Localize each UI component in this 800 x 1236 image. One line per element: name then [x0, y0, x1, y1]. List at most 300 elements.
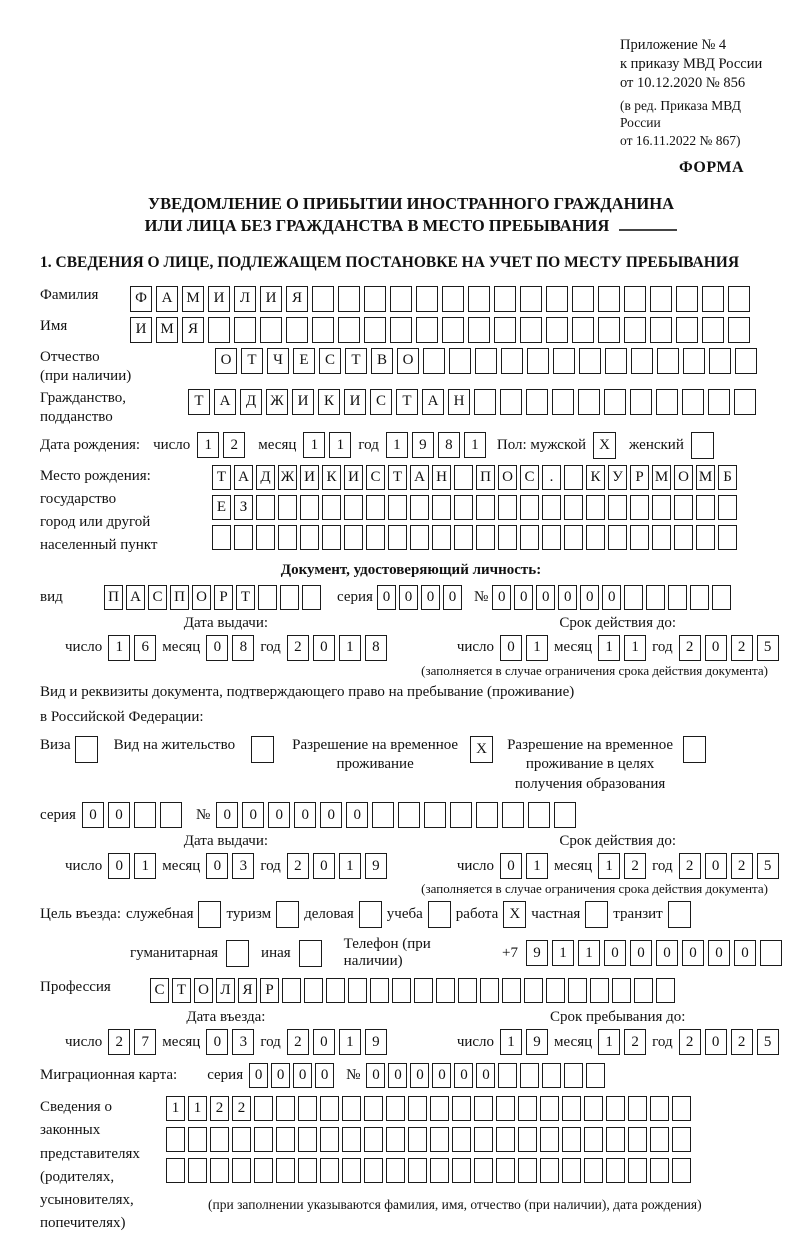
char-cell[interactable]: Н: [432, 465, 451, 490]
char-cell[interactable]: 2: [287, 1029, 309, 1055]
char-cell[interactable]: [476, 495, 495, 520]
char-cell[interactable]: Р: [214, 585, 233, 610]
char-cell[interactable]: А: [410, 465, 429, 490]
char-cell[interactable]: [458, 978, 477, 1003]
char-cell[interactable]: [564, 1063, 583, 1088]
char-cell[interactable]: [718, 495, 737, 520]
char-cell[interactable]: [564, 525, 583, 550]
char-cell[interactable]: [276, 1158, 295, 1183]
char-cell[interactable]: 2: [210, 1096, 229, 1121]
char-cell[interactable]: [134, 802, 156, 828]
char-cell[interactable]: [430, 1158, 449, 1183]
char-cell[interactable]: 0: [558, 585, 577, 610]
char-cell[interactable]: 0: [708, 940, 730, 966]
char-cell[interactable]: [682, 389, 704, 415]
char-cell[interactable]: 2: [624, 853, 646, 879]
char-cell[interactable]: [631, 348, 653, 374]
char-cell[interactable]: О: [215, 348, 237, 374]
char-cell[interactable]: [436, 978, 455, 1003]
char-cell[interactable]: 1: [339, 635, 361, 661]
char-cell[interactable]: [586, 495, 605, 520]
char-cell[interactable]: 0: [514, 585, 533, 610]
char-cell[interactable]: 0: [580, 585, 599, 610]
sex-male-checkbox[interactable]: X: [593, 432, 616, 459]
char-cell[interactable]: [564, 495, 583, 520]
char-cell[interactable]: И: [208, 286, 230, 312]
char-cell[interactable]: 8: [438, 432, 460, 458]
char-cell[interactable]: [496, 1127, 515, 1152]
char-cell[interactable]: [656, 978, 675, 1003]
char-cell[interactable]: [232, 1158, 251, 1183]
char-cell[interactable]: [608, 525, 627, 550]
char-cell[interactable]: [518, 1127, 537, 1152]
char-cell[interactable]: 0: [492, 585, 511, 610]
char-cell[interactable]: [276, 1096, 295, 1121]
char-cell[interactable]: П: [104, 585, 123, 610]
char-cell[interactable]: И: [260, 286, 282, 312]
char-cell[interactable]: [432, 525, 451, 550]
char-cell[interactable]: [683, 348, 705, 374]
char-cell[interactable]: И: [292, 389, 314, 415]
char-cell[interactable]: [410, 495, 429, 520]
char-cell[interactable]: [320, 1158, 339, 1183]
char-cell[interactable]: К: [586, 465, 605, 490]
char-cell[interactable]: [454, 525, 473, 550]
temp-residence-education-checkbox[interactable]: [683, 736, 706, 763]
char-cell[interactable]: 0: [630, 940, 652, 966]
char-cell[interactable]: [208, 317, 230, 343]
char-cell[interactable]: [652, 495, 671, 520]
char-cell[interactable]: [520, 1063, 539, 1088]
char-cell[interactable]: А: [126, 585, 145, 610]
char-cell[interactable]: [606, 1096, 625, 1121]
char-cell[interactable]: М: [156, 317, 178, 343]
char-cell[interactable]: [338, 286, 360, 312]
char-cell[interactable]: [502, 802, 524, 828]
char-cell[interactable]: 0: [346, 802, 368, 828]
char-cell[interactable]: [498, 1063, 517, 1088]
visa-checkbox[interactable]: [75, 736, 98, 763]
char-cell[interactable]: [475, 348, 497, 374]
char-cell[interactable]: [630, 495, 649, 520]
char-cell[interactable]: Л: [234, 286, 256, 312]
char-cell[interactable]: [657, 348, 679, 374]
char-cell[interactable]: 0: [377, 585, 396, 610]
char-cell[interactable]: [586, 1063, 605, 1088]
char-cell[interactable]: [498, 495, 517, 520]
char-cell[interactable]: [546, 978, 565, 1003]
char-cell[interactable]: 1: [303, 432, 325, 458]
char-cell[interactable]: [496, 1096, 515, 1121]
char-cell[interactable]: [624, 585, 643, 610]
char-cell[interactable]: М: [652, 465, 671, 490]
char-cell[interactable]: Б: [718, 465, 737, 490]
char-cell[interactable]: [326, 978, 345, 1003]
char-cell[interactable]: 1: [526, 853, 548, 879]
char-cell[interactable]: [708, 389, 730, 415]
char-cell[interactable]: П: [476, 465, 495, 490]
char-cell[interactable]: [298, 1096, 317, 1121]
char-cell[interactable]: [300, 495, 319, 520]
char-cell[interactable]: [540, 1127, 559, 1152]
char-cell[interactable]: [500, 389, 522, 415]
char-cell[interactable]: Ж: [278, 465, 297, 490]
char-cell[interactable]: 1: [166, 1096, 185, 1121]
char-cell[interactable]: 0: [388, 1063, 407, 1088]
char-cell[interactable]: 0: [366, 1063, 385, 1088]
char-cell[interactable]: 1: [552, 940, 574, 966]
char-cell[interactable]: [256, 525, 275, 550]
char-cell[interactable]: Т: [345, 348, 367, 374]
char-cell[interactable]: Д: [256, 465, 275, 490]
char-cell[interactable]: [449, 348, 471, 374]
char-cell[interactable]: [474, 389, 496, 415]
char-cell[interactable]: К: [322, 465, 341, 490]
char-cell[interactable]: [260, 317, 282, 343]
char-cell[interactable]: 2: [287, 853, 309, 879]
char-cell[interactable]: [344, 495, 363, 520]
char-cell[interactable]: [408, 1096, 427, 1121]
char-cell[interactable]: 0: [294, 802, 316, 828]
char-cell[interactable]: 0: [410, 1063, 429, 1088]
char-cell[interactable]: 2: [624, 1029, 646, 1055]
char-cell[interactable]: 0: [108, 853, 130, 879]
char-cell[interactable]: И: [344, 465, 363, 490]
char-cell[interactable]: 2: [287, 635, 309, 661]
char-cell[interactable]: [370, 978, 389, 1003]
char-cell[interactable]: О: [674, 465, 693, 490]
char-cell[interactable]: [524, 978, 543, 1003]
char-cell[interactable]: [454, 495, 473, 520]
char-cell[interactable]: 0: [206, 1029, 228, 1055]
char-cell[interactable]: [304, 978, 323, 1003]
char-cell[interactable]: [690, 585, 709, 610]
char-cell[interactable]: 1: [464, 432, 486, 458]
char-cell[interactable]: [572, 317, 594, 343]
char-cell[interactable]: 0: [315, 1063, 334, 1088]
char-cell[interactable]: С: [370, 389, 392, 415]
char-cell[interactable]: [650, 1127, 669, 1152]
char-cell[interactable]: [416, 286, 438, 312]
char-cell[interactable]: [278, 525, 297, 550]
char-cell[interactable]: [652, 525, 671, 550]
char-cell[interactable]: [364, 1158, 383, 1183]
char-cell[interactable]: [390, 317, 412, 343]
char-cell[interactable]: [604, 389, 626, 415]
char-cell[interactable]: З: [234, 495, 253, 520]
char-cell[interactable]: [312, 286, 334, 312]
char-cell[interactable]: [735, 348, 757, 374]
char-cell[interactable]: [364, 1096, 383, 1121]
char-cell[interactable]: 0: [454, 1063, 473, 1088]
char-cell[interactable]: [390, 286, 412, 312]
char-cell[interactable]: 0: [656, 940, 678, 966]
char-cell[interactable]: Л: [216, 978, 235, 1003]
char-cell[interactable]: Д: [240, 389, 262, 415]
char-cell[interactable]: [496, 1158, 515, 1183]
char-cell[interactable]: [540, 1096, 559, 1121]
char-cell[interactable]: [344, 525, 363, 550]
char-cell[interactable]: [398, 802, 420, 828]
char-cell[interactable]: [674, 525, 693, 550]
char-cell[interactable]: Ч: [267, 348, 289, 374]
char-cell[interactable]: [656, 389, 678, 415]
char-cell[interactable]: 1: [329, 432, 351, 458]
char-cell[interactable]: Т: [236, 585, 255, 610]
char-cell[interactable]: 2: [731, 635, 753, 661]
char-cell[interactable]: [474, 1096, 493, 1121]
char-cell[interactable]: 2: [731, 853, 753, 879]
char-cell[interactable]: [702, 286, 724, 312]
char-cell[interactable]: М: [182, 286, 204, 312]
char-cell[interactable]: [430, 1096, 449, 1121]
char-cell[interactable]: [598, 286, 620, 312]
char-cell[interactable]: [372, 802, 394, 828]
char-cell[interactable]: 3: [232, 1029, 254, 1055]
char-cell[interactable]: 0: [216, 802, 238, 828]
char-cell[interactable]: Т: [212, 465, 231, 490]
char-cell[interactable]: Ф: [130, 286, 152, 312]
char-cell[interactable]: [298, 1158, 317, 1183]
residence-permit-checkbox[interactable]: [251, 736, 274, 763]
char-cell[interactable]: [674, 495, 693, 520]
char-cell[interactable]: И: [300, 465, 319, 490]
char-cell[interactable]: 0: [242, 802, 264, 828]
char-cell[interactable]: [542, 1063, 561, 1088]
char-cell[interactable]: [210, 1158, 229, 1183]
char-cell[interactable]: [520, 525, 539, 550]
char-cell[interactable]: 5: [757, 1029, 779, 1055]
char-cell[interactable]: [342, 1096, 361, 1121]
temp-residence-checkbox[interactable]: X: [470, 736, 493, 763]
char-cell[interactable]: [320, 1127, 339, 1152]
char-cell[interactable]: [432, 495, 451, 520]
char-cell[interactable]: [476, 525, 495, 550]
char-cell[interactable]: [408, 1158, 427, 1183]
char-cell[interactable]: [528, 802, 550, 828]
char-cell[interactable]: 1: [386, 432, 408, 458]
char-cell[interactable]: А: [422, 389, 444, 415]
char-cell[interactable]: [760, 940, 782, 966]
char-cell[interactable]: Я: [238, 978, 257, 1003]
char-cell[interactable]: [494, 317, 516, 343]
char-cell[interactable]: С: [520, 465, 539, 490]
char-cell[interactable]: Е: [212, 495, 231, 520]
char-cell[interactable]: [386, 1096, 405, 1121]
char-cell[interactable]: [606, 1158, 625, 1183]
char-cell[interactable]: [468, 286, 490, 312]
char-cell[interactable]: [650, 1096, 669, 1121]
char-cell[interactable]: [628, 1096, 647, 1121]
char-cell[interactable]: [579, 348, 601, 374]
char-cell[interactable]: [520, 286, 542, 312]
char-cell[interactable]: Т: [241, 348, 263, 374]
sex-female-checkbox[interactable]: [691, 432, 714, 459]
char-cell[interactable]: [501, 348, 523, 374]
char-cell[interactable]: [342, 1127, 361, 1152]
char-cell[interactable]: [646, 585, 665, 610]
char-cell[interactable]: [612, 978, 631, 1003]
char-cell[interactable]: [322, 525, 341, 550]
char-cell[interactable]: И: [344, 389, 366, 415]
char-cell[interactable]: 1: [108, 635, 130, 661]
char-cell[interactable]: [364, 1127, 383, 1152]
char-cell[interactable]: [584, 1096, 603, 1121]
char-cell[interactable]: С: [319, 348, 341, 374]
char-cell[interactable]: 1: [526, 635, 548, 661]
char-cell[interactable]: С: [150, 978, 169, 1003]
char-cell[interactable]: [232, 1127, 251, 1152]
char-cell[interactable]: [676, 317, 698, 343]
char-cell[interactable]: Т: [188, 389, 210, 415]
char-cell[interactable]: [718, 525, 737, 550]
char-cell[interactable]: 0: [705, 1029, 727, 1055]
char-cell[interactable]: Т: [396, 389, 418, 415]
char-cell[interactable]: 1: [339, 1029, 361, 1055]
purpose-tourism-checkbox[interactable]: [276, 901, 299, 928]
char-cell[interactable]: О: [194, 978, 213, 1003]
char-cell[interactable]: [386, 1158, 405, 1183]
char-cell[interactable]: 7: [134, 1029, 156, 1055]
char-cell[interactable]: 0: [249, 1063, 268, 1088]
char-cell[interactable]: [188, 1158, 207, 1183]
char-cell[interactable]: [450, 802, 472, 828]
char-cell[interactable]: А: [156, 286, 178, 312]
char-cell[interactable]: [498, 525, 517, 550]
char-cell[interactable]: К: [318, 389, 340, 415]
char-cell[interactable]: [282, 978, 301, 1003]
char-cell[interactable]: [280, 585, 299, 610]
char-cell[interactable]: [650, 1158, 669, 1183]
char-cell[interactable]: [494, 286, 516, 312]
char-cell[interactable]: [590, 978, 609, 1003]
char-cell[interactable]: 0: [705, 853, 727, 879]
char-cell[interactable]: 2: [232, 1096, 251, 1121]
purpose-other-checkbox[interactable]: [299, 940, 322, 967]
char-cell[interactable]: 0: [500, 853, 522, 879]
char-cell[interactable]: 9: [412, 432, 434, 458]
char-cell[interactable]: [366, 495, 385, 520]
char-cell[interactable]: [166, 1127, 185, 1152]
char-cell[interactable]: [342, 1158, 361, 1183]
char-cell[interactable]: [628, 1127, 647, 1152]
char-cell[interactable]: [300, 525, 319, 550]
char-cell[interactable]: 0: [399, 585, 418, 610]
char-cell[interactable]: [410, 525, 429, 550]
char-cell[interactable]: Т: [388, 465, 407, 490]
char-cell[interactable]: 9: [526, 940, 548, 966]
char-cell[interactable]: 1: [598, 853, 620, 879]
char-cell[interactable]: 6: [134, 635, 156, 661]
char-cell[interactable]: [364, 286, 386, 312]
char-cell[interactable]: 0: [206, 635, 228, 661]
char-cell[interactable]: [388, 525, 407, 550]
char-cell[interactable]: 0: [734, 940, 756, 966]
char-cell[interactable]: А: [234, 465, 253, 490]
char-cell[interactable]: [598, 317, 620, 343]
char-cell[interactable]: [480, 978, 499, 1003]
char-cell[interactable]: А: [214, 389, 236, 415]
char-cell[interactable]: [442, 286, 464, 312]
char-cell[interactable]: [424, 802, 446, 828]
char-cell[interactable]: [234, 525, 253, 550]
char-cell[interactable]: [546, 317, 568, 343]
char-cell[interactable]: 0: [604, 940, 626, 966]
char-cell[interactable]: [254, 1158, 273, 1183]
char-cell[interactable]: [584, 1127, 603, 1152]
char-cell[interactable]: [258, 585, 277, 610]
char-cell[interactable]: [634, 978, 653, 1003]
char-cell[interactable]: [518, 1096, 537, 1121]
char-cell[interactable]: Я: [286, 286, 308, 312]
char-cell[interactable]: [452, 1158, 471, 1183]
char-cell[interactable]: [502, 978, 521, 1003]
char-cell[interactable]: 0: [206, 853, 228, 879]
char-cell[interactable]: [564, 465, 583, 490]
purpose-official-checkbox[interactable]: [198, 901, 221, 928]
char-cell[interactable]: [676, 286, 698, 312]
char-cell[interactable]: [256, 495, 275, 520]
char-cell[interactable]: [474, 1127, 493, 1152]
char-cell[interactable]: С: [148, 585, 167, 610]
char-cell[interactable]: [568, 978, 587, 1003]
char-cell[interactable]: 0: [320, 802, 342, 828]
char-cell[interactable]: 1: [339, 853, 361, 879]
char-cell[interactable]: 0: [476, 1063, 495, 1088]
char-cell[interactable]: [160, 802, 182, 828]
char-cell[interactable]: Р: [630, 465, 649, 490]
char-cell[interactable]: [672, 1096, 691, 1121]
char-cell[interactable]: [562, 1158, 581, 1183]
char-cell[interactable]: [586, 525, 605, 550]
char-cell[interactable]: [520, 317, 542, 343]
char-cell[interactable]: 3: [232, 853, 254, 879]
char-cell[interactable]: 0: [602, 585, 621, 610]
char-cell[interactable]: 0: [536, 585, 555, 610]
char-cell[interactable]: Е: [293, 348, 315, 374]
char-cell[interactable]: 9: [526, 1029, 548, 1055]
char-cell[interactable]: [392, 978, 411, 1003]
char-cell[interactable]: [606, 1127, 625, 1152]
char-cell[interactable]: [518, 1158, 537, 1183]
char-cell[interactable]: [312, 317, 334, 343]
purpose-study-checkbox[interactable]: [428, 901, 451, 928]
char-cell[interactable]: [452, 1096, 471, 1121]
char-cell[interactable]: [605, 348, 627, 374]
char-cell[interactable]: [628, 1158, 647, 1183]
char-cell[interactable]: Я: [182, 317, 204, 343]
char-cell[interactable]: 0: [682, 940, 704, 966]
char-cell[interactable]: [388, 495, 407, 520]
char-cell[interactable]: [672, 1158, 691, 1183]
char-cell[interactable]: П: [170, 585, 189, 610]
char-cell[interactable]: [542, 525, 561, 550]
char-cell[interactable]: [562, 1127, 581, 1152]
char-cell[interactable]: [527, 348, 549, 374]
char-cell[interactable]: [366, 525, 385, 550]
char-cell[interactable]: [454, 465, 473, 490]
char-cell[interactable]: [322, 495, 341, 520]
char-cell[interactable]: [414, 978, 433, 1003]
char-cell[interactable]: 9: [365, 1029, 387, 1055]
char-cell[interactable]: [702, 317, 724, 343]
char-cell[interactable]: [348, 978, 367, 1003]
char-cell[interactable]: 0: [313, 853, 335, 879]
char-cell[interactable]: [630, 389, 652, 415]
char-cell[interactable]: [540, 1158, 559, 1183]
char-cell[interactable]: 8: [232, 635, 254, 661]
char-cell[interactable]: 1: [197, 432, 219, 458]
